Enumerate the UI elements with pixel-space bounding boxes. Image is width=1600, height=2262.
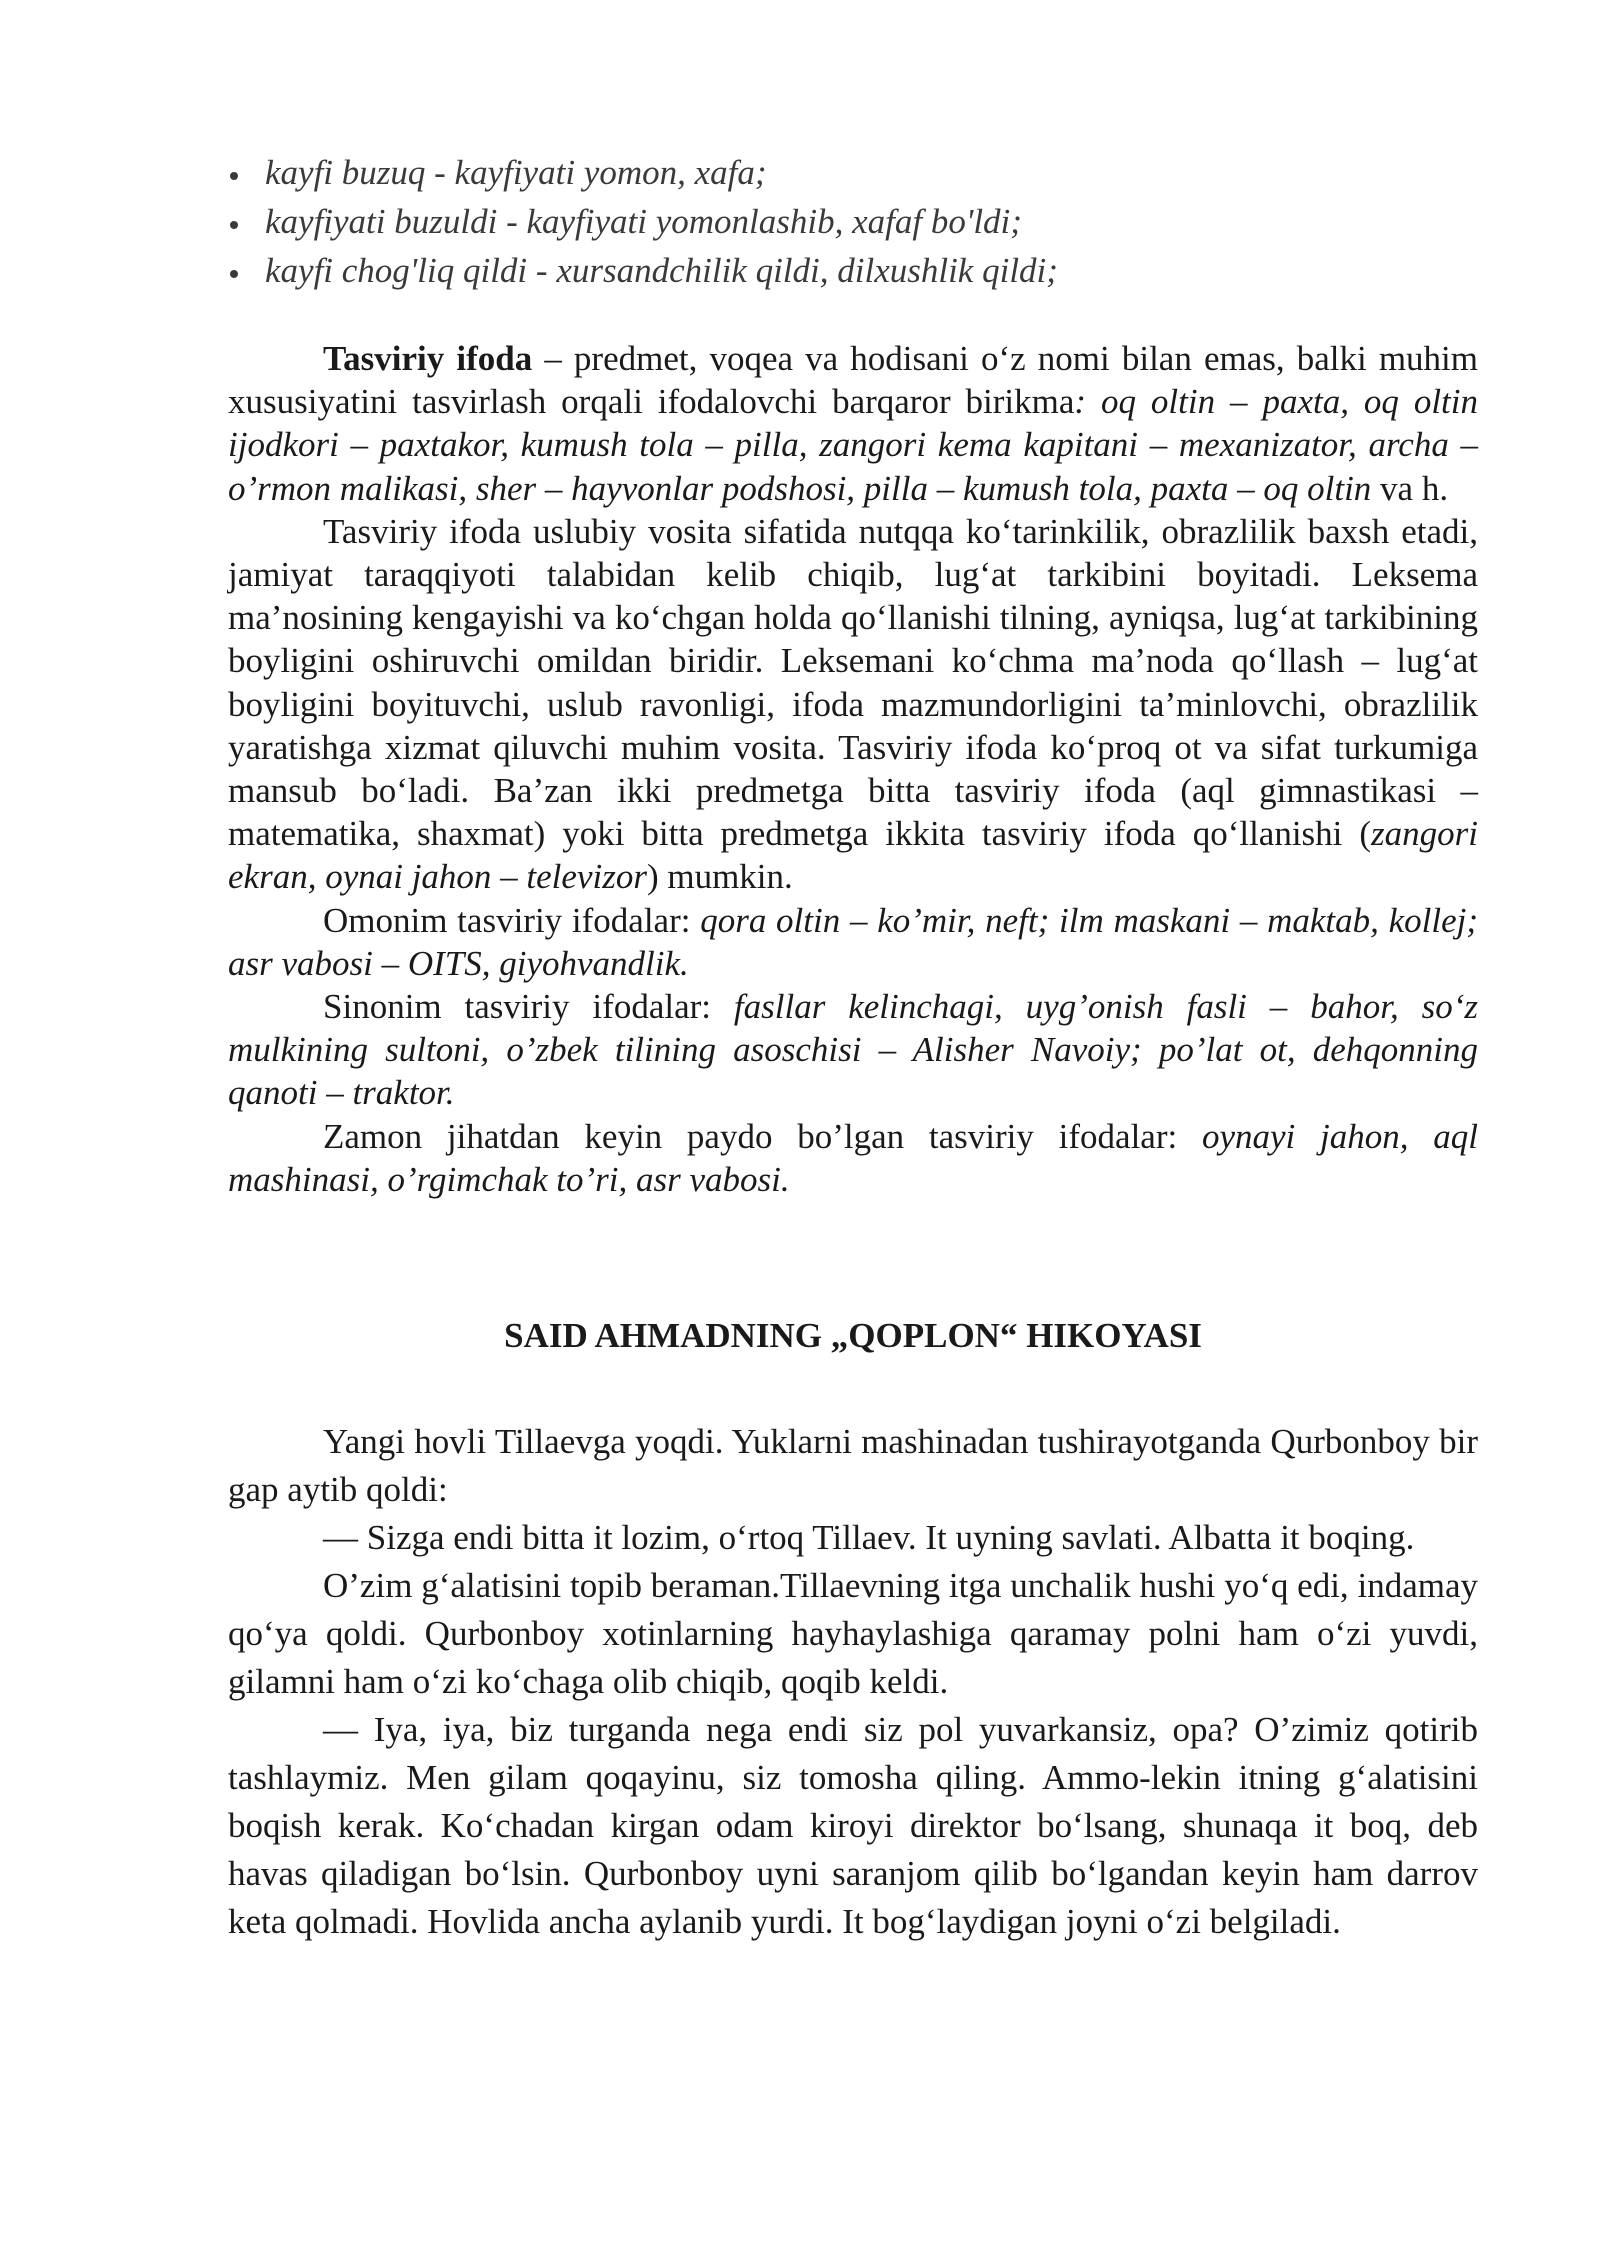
modern-examples: oynayi jahon, aql mashinasi, o’rgimchak to’ri, asr vabosi. <box>228 1116 1479 1199</box>
list-item: kayfiyati buzuldi - kayfiyati yomonlashib, xafaf bo'ldi; <box>228 197 1478 246</box>
stylistic-text: Tasviriy ifoda uslubiy vosita sifatida nutqqa ko‘tarinkilik, obrazlilik baxsh etadi, jamiyat taraqqiyoti talabidan kelib chiqib, lug‘at tarkibini boyitadi. Leksema ma’nosining kengayishi va ko‘chgan holda qo‘llanishi tilning, ayniqsa, lug‘at tarkibining boyligini oshiruvchi omildan biridir. Leksemani ko‘chma ma’noda qo‘llash – lug‘at boyligini boyituvchi, uslub ravonligi, ifoda mazmundorligini ta’minlovchi, obrazlilik yaratishga xizmat qiluvchi muhim vosita. Tasviriy ifoda ko‘proq ot va sifat turkumiga mansub bo‘ladi. Ba’zan ikki predmetga bitta tasviriy ifoda (aql gimnastikasi – matematika, shaxmat) yoki bitta predmetga ikkita tasviriy ifoda qo‘llanishi ( <box>228 511 1478 854</box>
story-paragraph: — Sizga endi bitta it lozim, o‘rtoq Tillaev. It uyning savlati. Albatta it boqing. <box>323 1518 1415 1557</box>
stylistic-tail: ) mumkin. <box>646 857 793 897</box>
definition-paragraph <box>228 337 1478 510</box>
stylistic-paragraph <box>228 510 1478 899</box>
tasviriy-ifoda-section <box>228 337 1478 1201</box>
homonym-examples: qora oltin – ko’mir, neft; ilm maskani – maktab, kollej; asr vabosi – OITS, giyohvandlik. <box>228 900 1478 983</box>
list-item: kayfi buzuq - kayfiyati yomon, xafa; <box>228 148 1478 197</box>
story-paragraph: Yangi hovli Tillaevga yoqdi. Yuklarni mashinadan tushirayotganda Qurbonboy bir gap aytib qoldi: <box>228 1422 1478 1509</box>
modern-paragraph <box>228 1115 1478 1201</box>
story-paragraph: O’zim g‘alatisini topib beraman.Tillaevning itga unchalik hushi yo‘q edi, indamay qo‘ya qoldi. Qurbonboy xotinlarning hayhaylashiga qaramay polni ham o‘zi yuvdi, gilamni ham o‘zi ko‘chaga olib chiqib, qoqib keldi. <box>228 1566 1478 1701</box>
stylistic-example: zangori ekran, oynai jahon – televizor <box>228 814 1478 897</box>
synonym-label: Sinonim tasviriy ifodalar: <box>323 987 734 1027</box>
story-paragraph: — Iya, iya, biz turganda nega endi siz pol yuvarkansiz, opa? O’zimiz qotirib tashlaymiz. Men gilam qoqayinu, siz tomosha qiling. Ammo-lekin itning g‘alatisini boqish kerak. Ko‘chadan kirgan odam kiroyi direktor bo‘lsang, shunaqa it boq, deb havas qiladigan bo‘lsin. Qurbonboy uyni saranjom qilib bo‘lgandan keyin ham darrov keta qolmadi. Hovlida ancha aylanib yurdi. It bog‘laydigan joyni o‘zi belgiladi. <box>228 1710 1478 1941</box>
homonym-label: Omonim tasviriy ifodalar: <box>323 900 701 940</box>
bullet-list <box>228 148 1478 295</box>
definition-tail: va h. <box>1371 468 1449 508</box>
synonym-paragraph <box>228 985 1478 1115</box>
definition-examples: : oq oltin – paxta, oq oltin ijodkori – paxtakor, kumush tola – pilla, zangori kema kapitani – mexanizator, archa – o’rmon malikasi, sher – hayvonlar podshosi, pilla – kumush tola, paxta – oq oltin <box>228 382 1478 508</box>
homonym-paragraph <box>228 899 1478 985</box>
story-section <box>228 1418 1478 1946</box>
definition-text: – predmet, voqea va hodisani o‘z nomi bilan emas, balki muhim xususiyatini tasvirlash orqali ifodalovchi barqaror birikma <box>228 339 1478 422</box>
section-heading: SAID AHMADNING „QOPLON“ HIKOYASI <box>504 1316 1202 1355</box>
term-tasviriy-ifoda: Tasviriy ifoda <box>323 339 533 378</box>
list-item: kayfi chog'liq qildi - xursandchilik qildi, dilxushlik qildi; <box>228 246 1478 295</box>
modern-label: Zamon jihatdan keyin paydo bo’lgan tasviriy ifodalar: <box>323 1116 1202 1156</box>
synonym-examples: fasllar kelinchagi, uyg’onish fasli – bahor, so‘z mulkining sultoni, o’zbek tilining asoschisi – Alisher Navoiy; po’lat ot, dehqonning qanoti – traktor. <box>228 987 1478 1113</box>
